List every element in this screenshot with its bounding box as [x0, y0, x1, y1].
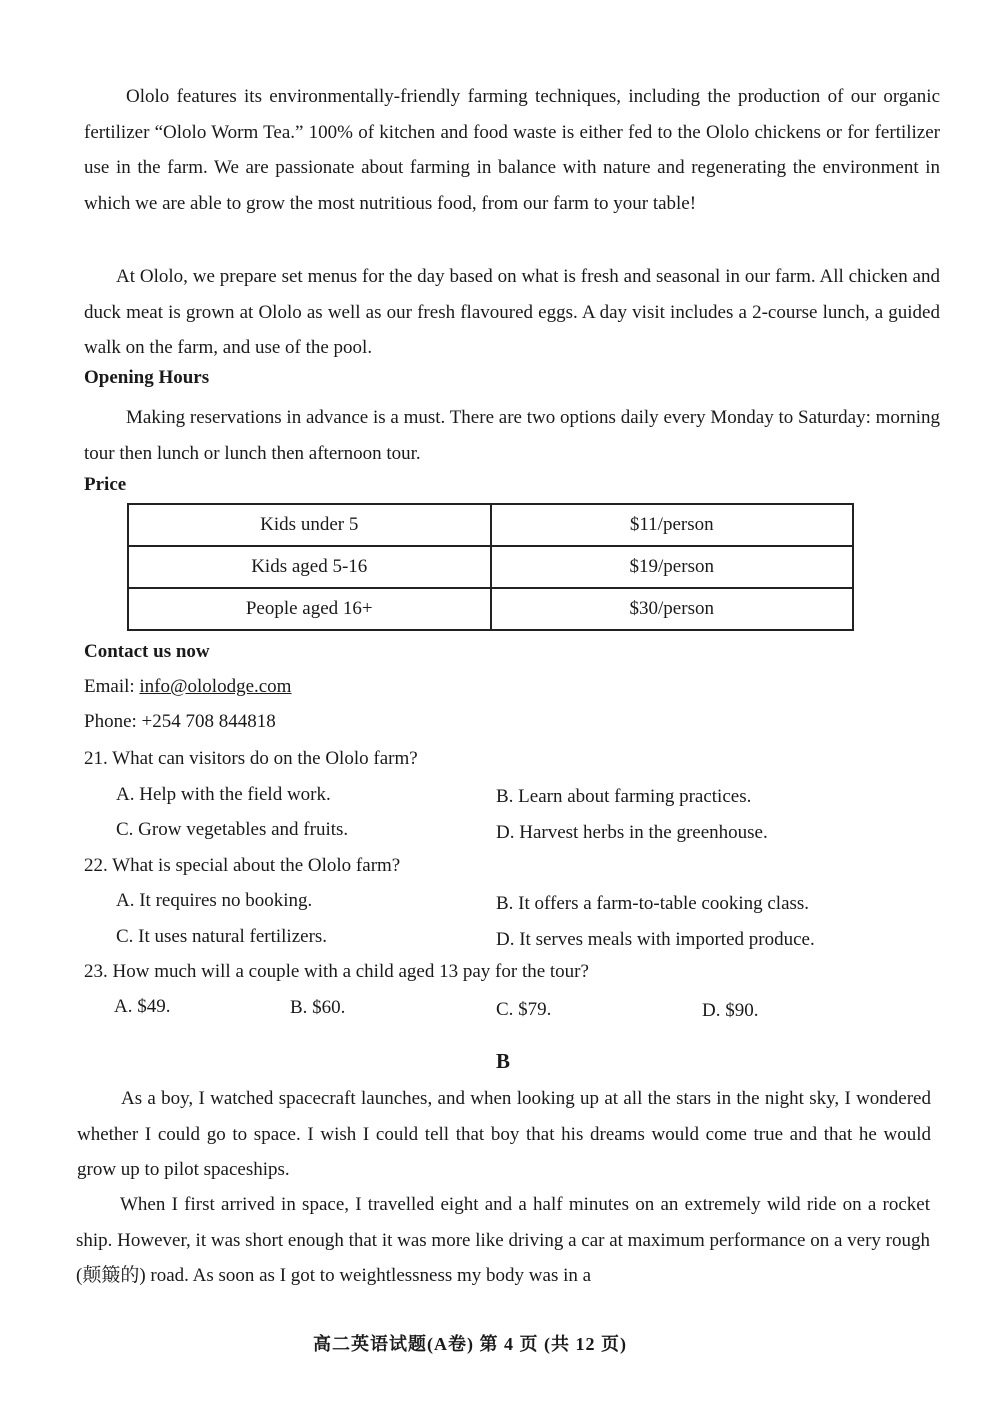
question-21-stem: 21. What can visitors do on the Ololo farm?	[84, 748, 418, 769]
email-link[interactable]: info@ololodge.com	[139, 676, 292, 697]
passage-b-paragraph-1: As a boy, I watched spacecraft launches, and when looking up at all the stars in the night sky, I wondered whether I could go to space. I wish I could tell that boy that his dreams would come true and that he would grow up to pilot spaceships.	[77, 1088, 931, 1180]
contact-heading: Contact us now	[84, 641, 210, 662]
table-row	[128, 546, 853, 588]
page-footer: 高二英语试题(A卷) 第 4 页 (共 12 页)	[313, 1334, 627, 1354]
question-23-stem: 23. How much will a couple with a child aged 13 pay for the tour?	[84, 961, 589, 982]
opening-hours-text: Making reservations in advance is a must. There are two options daily every Monday to Saturday: morning tour then lunch or lunch then afternoon tour.	[84, 407, 940, 464]
question-21-option-b[interactable]: B. Learn about farming practices.	[496, 786, 752, 807]
passage-a-paragraph-1: Ololo features its environmentally-friendly farming techniques, including the production of our organic fertilizer “Ololo Worm Tea.” 100% of kitchen and food waste is either fed to the Ololo chickens or for fertilizer use in the farm. We are passionate about farming in balance with nature and regenerating the environment in which we are able to grow the most nutritious food, from our farm to your table!	[84, 86, 940, 214]
table-row	[128, 588, 853, 630]
question-22-option-c[interactable]: C. It uses natural fertilizers.	[116, 926, 328, 947]
question-23-option-d[interactable]: D. $90.	[702, 1000, 759, 1021]
table-cell-group: Kids under 5	[128, 504, 491, 546]
table-cell-price: $19/person	[491, 546, 854, 588]
email-label: Email:	[84, 676, 140, 697]
passage-b-paragraph-2: When I first arrived in space, I travelled eight and a half minutes on an extremely wild ride on a rocket ship. However, it was short enough that it was more like driving a car at maximum performance on a very rough (颠簸的) road. As soon as I got to weightlessness my body was in a	[76, 1194, 930, 1286]
question-22-stem: 22. What is special about the Ololo farm?	[84, 855, 401, 876]
price-heading: Price	[84, 474, 127, 495]
email-line	[84, 676, 291, 698]
table-cell-price: $30/person	[491, 588, 854, 630]
table-row	[128, 504, 853, 546]
section-b-heading: B	[496, 1049, 511, 1073]
table-cell-group: People aged 16+	[128, 588, 491, 630]
phone-line: Phone: +254 708 844818	[84, 711, 276, 732]
question-23-option-c[interactable]: C. $79.	[496, 999, 552, 1020]
price-table	[127, 503, 854, 631]
question-21-option-c[interactable]: C. Grow vegetables and fruits.	[116, 819, 349, 840]
question-22-option-a[interactable]: A. It requires no booking.	[116, 890, 313, 911]
question-23-option-a[interactable]: A. $49.	[114, 996, 171, 1017]
passage-a-paragraph-2: At Ololo, we prepare set menus for the day based on what is fresh and seasonal in our farm. All chicken and duck meat is grown at Ololo as well as our fresh flavoured eggs. A day visit includes a 2-course lunch, a guided walk on the farm, and use of the pool.	[84, 266, 940, 358]
question-22-option-b[interactable]: B. It offers a farm-to-table cooking class.	[496, 893, 810, 914]
opening-hours-heading: Opening Hours	[84, 367, 210, 388]
question-21-option-a[interactable]: A. Help with the field work.	[116, 784, 331, 805]
question-21-option-d[interactable]: D. Harvest herbs in the greenhouse.	[496, 822, 768, 843]
question-23-option-b[interactable]: B. $60.	[290, 997, 346, 1018]
table-cell-price: $11/person	[491, 504, 854, 546]
question-22-option-d[interactable]: D. It serves meals with imported produce.	[496, 929, 815, 950]
table-cell-group: Kids aged 5-16	[128, 546, 491, 588]
